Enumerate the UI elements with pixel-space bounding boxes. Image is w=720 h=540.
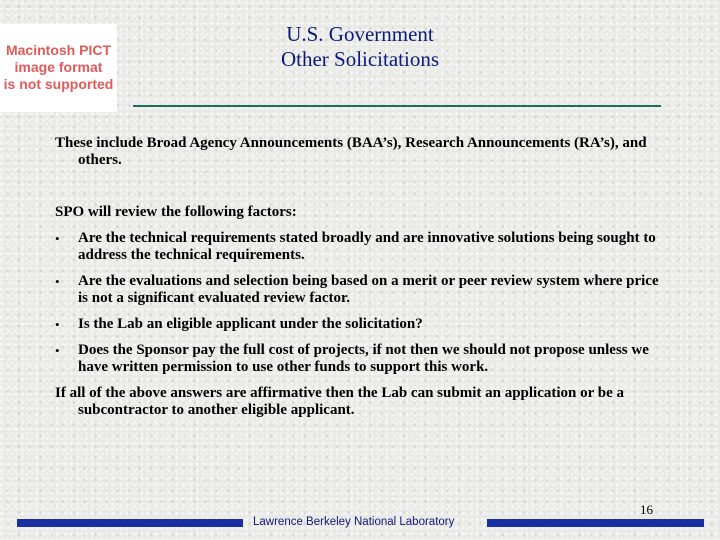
- placeholder-line-2: image format: [14, 59, 103, 75]
- footer-organization: Lawrence Berkeley National Laboratory: [253, 516, 455, 528]
- conclusion-paragraph: If all of the above answers are affirmative then the Lab can submit an application or be a subcontractor to another eligible applicant.: [55, 385, 625, 418]
- title-line-2: Other Solicitations: [280, 47, 440, 71]
- bullet-icon: •: [55, 317, 60, 332]
- bullet-icon: •: [55, 231, 60, 246]
- placeholder-line-3: is not supported: [3, 76, 114, 92]
- unsupported-image-placeholder: [0, 24, 117, 112]
- footer-bar-left: [17, 519, 243, 527]
- list-item: [55, 230, 670, 264]
- factor-text: Does the Sponsor pay the full cost of projects, if not then we should not propose unless we have written permission to use other funds to support this work.: [78, 342, 649, 375]
- factor-text: Are the evaluations and selection being based on a merit or peer review system where price is not a significant evaluated review factor.: [78, 273, 659, 306]
- placeholder-line-1: Macintosh PICT: [5, 42, 111, 58]
- slide-title: [200, 22, 520, 72]
- intro-paragraph: These include Broad Agency Announcements (BAA’s), Research Announcements (RA’s), and others.: [55, 135, 647, 168]
- list-item: [55, 342, 670, 376]
- title-divider: [133, 105, 661, 107]
- factor-text: Is the Lab an eligible applicant under the solicitation?: [78, 316, 423, 332]
- list-item: [55, 273, 670, 307]
- slide-body: [55, 135, 670, 419]
- footer-bar-right: [487, 519, 704, 527]
- bullet-icon: •: [55, 343, 60, 358]
- factors-heading: SPO will review the following factors:: [55, 204, 297, 220]
- page-number: 16: [640, 502, 653, 517]
- factor-text: Are the technical requirements stated broadly and are innovative solutions being sought to address the technical requirements.: [78, 230, 656, 263]
- factors-list: [55, 230, 670, 376]
- list-item: [55, 316, 670, 333]
- bullet-icon: •: [55, 274, 60, 289]
- title-line-1: U.S. Government: [286, 22, 434, 46]
